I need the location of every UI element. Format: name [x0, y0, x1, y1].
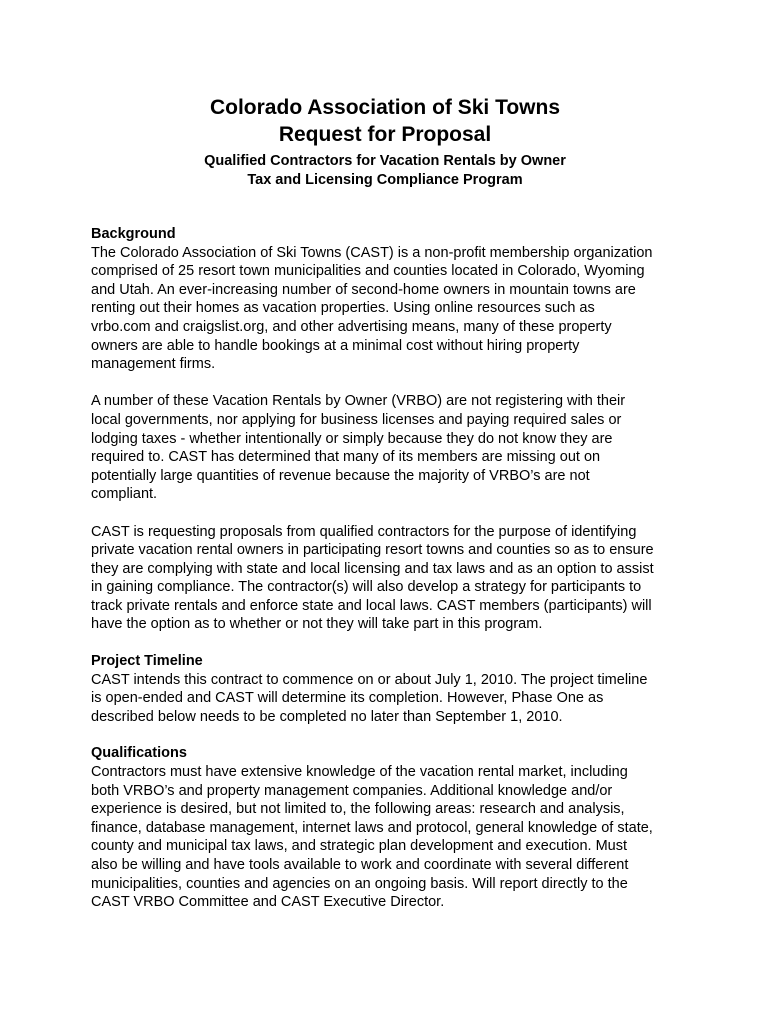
- section-heading-qualifications: Qualifications: [91, 745, 187, 762]
- section-project-timeline: [91, 652, 691, 726]
- paragraph: [91, 523, 691, 635]
- text-line: track private rentals and enforce state and local laws. CAST members (participants) will: [91, 597, 652, 614]
- text-line: finance, database management, internet laws and protocol, general knowledge of state,: [91, 819, 653, 836]
- text-line: CAST VRBO Committee and CAST Executive Director.: [91, 894, 445, 911]
- text-line: they are complying with state and local licensing and tax laws and as an option to assist: [91, 560, 654, 577]
- paragraph: [91, 244, 691, 374]
- text-line: local governments, nor applying for business licenses and paying required sales or: [91, 411, 622, 428]
- text-line: experience is desired, but not limited to, the following areas: research and analysis,: [91, 801, 625, 818]
- text-line: county and municipal tax laws, and strategic plan development and execution. Must: [91, 838, 628, 855]
- text-line: The Colorado Association of Ski Towns (CAST) is a non-profit membership organization: [91, 244, 653, 261]
- section-background: [91, 225, 691, 634]
- document-title-line-2: Request for Proposal: [278, 123, 492, 146]
- text-line: comprised of 25 resort town municipalities and counties located in Colorado, Wyoming: [91, 263, 645, 280]
- document-title-line-1: Colorado Association of Ski Towns: [209, 96, 561, 119]
- text-line: CAST is requesting proposals from qualified contractors for the purpose of identifying: [91, 523, 637, 540]
- text-line: required to. CAST has determined that many of its members are missing out on: [91, 449, 601, 466]
- text-line: private vacation rental owners in participating resort towns and counties so as to ensure: [91, 542, 654, 559]
- text-line: owners are able to handle bookings at a minimal cost without hiring property: [91, 337, 580, 354]
- paragraph: [91, 392, 691, 504]
- document-subtitle-line-1: Qualified Contractors for Vacation Rentals by Owner: [204, 153, 566, 169]
- text-line: compliant.: [91, 486, 158, 503]
- section-heading-background: Background: [91, 226, 176, 242]
- document-header: [0, 94, 770, 190]
- text-line: and Utah. An ever-increasing number of second-home owners in mountain towns are: [91, 281, 636, 298]
- text-line: in gaining compliance. The contractor(s) will also develop a strategy for participants to: [91, 579, 642, 596]
- text-line: A number of these Vacation Rentals by Owner (VRBO) are not registering with their: [91, 393, 626, 410]
- text-line: is open-ended and CAST will determine its completion. However, Phase One as: [91, 690, 604, 707]
- text-line: described below needs to be completed no later than September 1, 2010.: [91, 708, 563, 725]
- text-line: potentially large quantities of revenue because the majority of VRBO’s are not: [91, 467, 590, 484]
- text-line: both VRBO’s and property management companies. Additional knowledge and/or: [91, 782, 613, 799]
- text-line: lodging taxes - whether intentionally or simply because they do not know they are: [91, 430, 613, 447]
- text-line: CAST intends this contract to commence on or about July 1, 2010. The project timeline: [91, 671, 648, 688]
- section-heading-project-timeline: Project Timeline: [91, 653, 203, 670]
- text-line: also be willing and have tools available to work and coordinate with several different: [91, 857, 629, 873]
- section-qualifications: [91, 744, 691, 911]
- text-line: municipalities, counties and agencies on an ongoing basis. Will report directly to the: [91, 875, 628, 892]
- document-body: [91, 225, 691, 930]
- text-line: management firms.: [91, 356, 216, 373]
- text-line: have the option as to whether or not they will take part in this program.: [91, 616, 543, 633]
- document-subtitle-line-2: Tax and Licensing Compliance Program: [247, 172, 523, 188]
- text-line: vrbo.com and craigslist.org, and other advertising means, many of these property: [91, 318, 612, 335]
- text-line: Contractors must have extensive knowledge of the vacation rental market, including: [91, 764, 628, 781]
- paragraph: [91, 671, 691, 727]
- text-line: renting out their homes as vacation properties. Using online resources such as: [91, 300, 595, 317]
- paragraph: [91, 763, 691, 912]
